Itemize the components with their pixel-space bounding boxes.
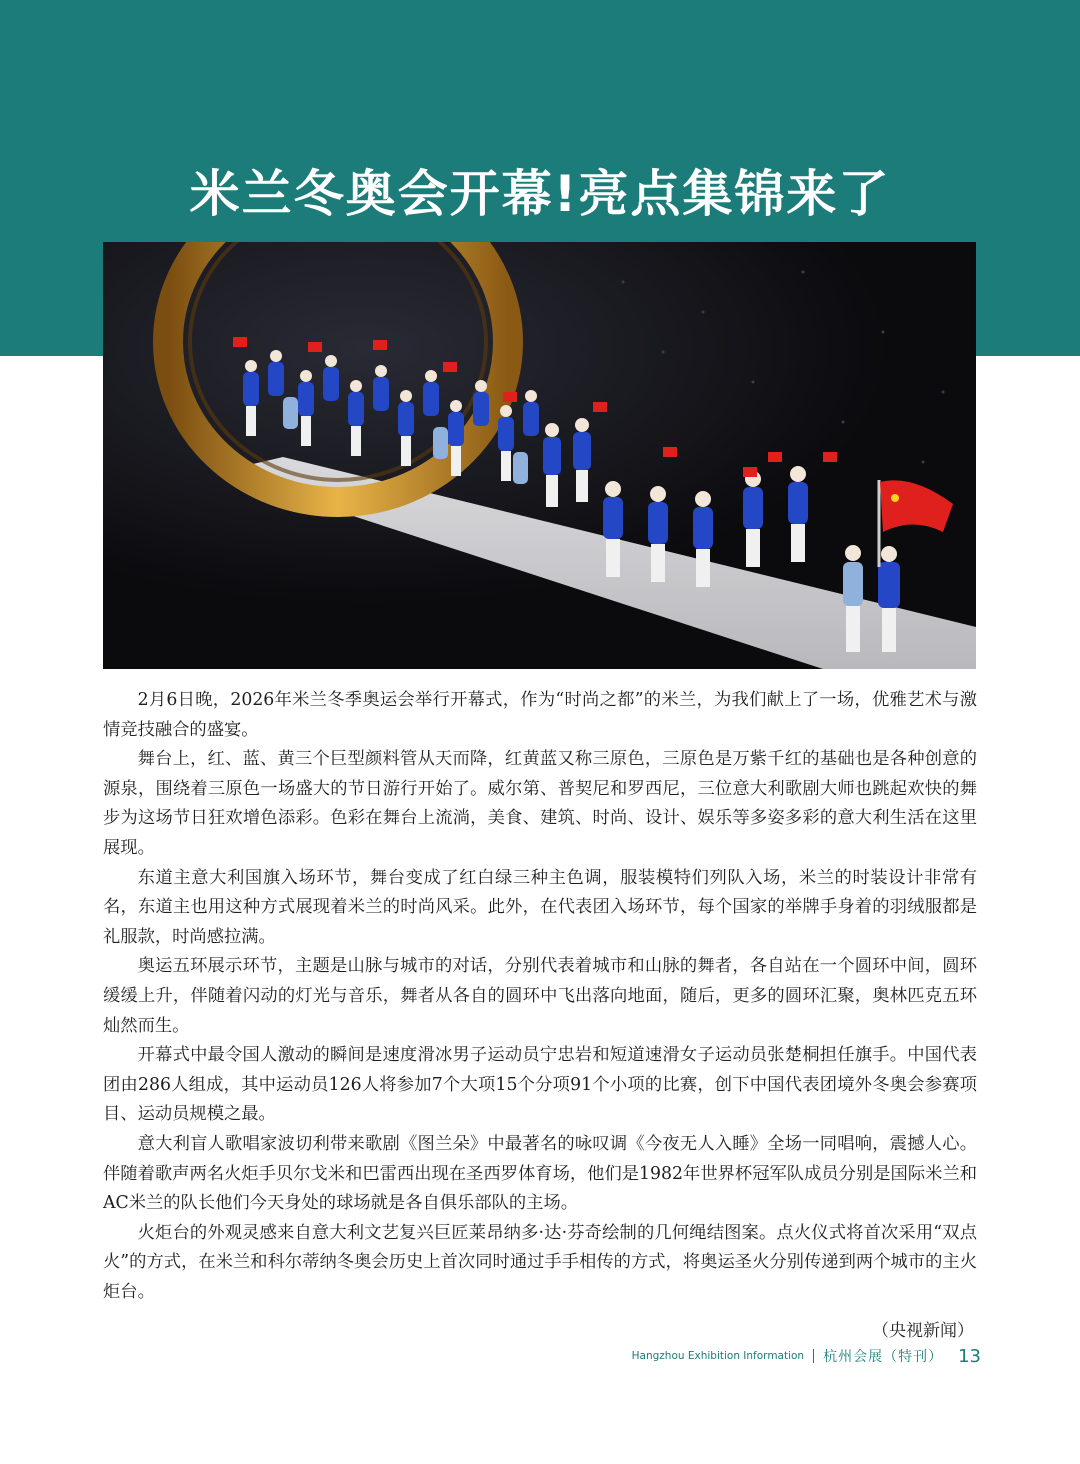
page-title: 米兰冬奥会开幕!亮点集锦来了 <box>189 165 891 223</box>
article-paragraph: 意大利盲人歌唱家波切利带来歌剧《图兰朵》中最著名的咏叹调《今夜无人入睡》全场一同唱响，震撼人心。伴随着歌声两名火炬手贝尔戈米和巴雷西出现在圣西罗体育场，他们是1982年世界杯冠军队成员分别是国际米兰和AC米兰的队长他们今天身处的球场就是各自俱乐部队的主场。 <box>103 1133 977 1214</box>
article-body <box>103 686 977 1307</box>
article-paragraph: 舞台上，红、蓝、黄三个巨型颜料管从天而降，红黄蓝又称三原色，三原色是万紫千红的基础也是各种创意的源泉，围绕着三原色一场盛大的节日游行开始了。威尔第、普契尼和罗西尼，三位意大利歌剧大师也跳起欢快的舞步为这场节日狂欢增色添彩。色彩在舞台上流淌，美食、建筑、时尚、设计、娱乐等多姿多彩的意大利生活在这里展现。 <box>103 749 977 858</box>
publication-name-cn: 杭州会展（特刊） <box>823 1349 944 1365</box>
article-paragraph: 开幕式中最令国人激动的瞬间是速度滑冰男子运动员宁忠岩和短道速滑女子运动员张楚桐担任旗手。中国代表团由286人组成，其中运动员126人将参加7个大项15个分项91个小项的比赛，创下中国代表团境外冬奥会参赛项目、运动员规模之最。 <box>103 1045 977 1125</box>
footer-divider <box>813 1349 814 1363</box>
article-source: （央视新闻） <box>872 1321 974 1341</box>
article-paragraph: 东道主意大利国旗入场环节，舞台变成了红白绿三种主色调，服装模特们列队入场，米兰的时装设计非常有名，东道主也用这种方式展现着米兰的时尚风采。此外，在代表团入场环节，每个国家的举牌手身着的羽绒服都是礼服款，时尚感拉满。 <box>103 867 977 947</box>
publication-name-en: Hangzhou Exhibition Information <box>631 1350 805 1362</box>
page-footer <box>632 1344 981 1368</box>
article-paragraph: 奥运五环展示环节，主题是山脉与城市的对话，分别代表着城市和山脉的舞者，各自站在一个圆环中间，圆环缓缓上升，伴随着闪动的灯光与音乐，舞者从各自的圆环中飞出落向地面，随后，更多的圆环汇聚，奥林匹克五环灿然而生。 <box>103 956 977 1036</box>
article-paragraph: 火炬台的外观灵感来自意大利文艺复兴巨匠莱昂纳多·达·芬奇绘制的几何绳结图案。点火仪式将首次采用“双点火”的方式，在米兰和科尔蒂纳冬奥会历史上首次同时通过手手相传的方式，将奥运圣火分别传递到两个城市的主火炬台。 <box>103 1222 977 1302</box>
page-number: 13 <box>958 1345 981 1367</box>
article-paragraph: 2月6日晚，2026年米兰冬季奥运会举行开幕式，作为“时尚之都”的米兰，为我们献上了一场，优雅艺术与激情竞技融合的盛宴。 <box>103 690 977 740</box>
opening-ceremony-photo <box>103 242 976 669</box>
